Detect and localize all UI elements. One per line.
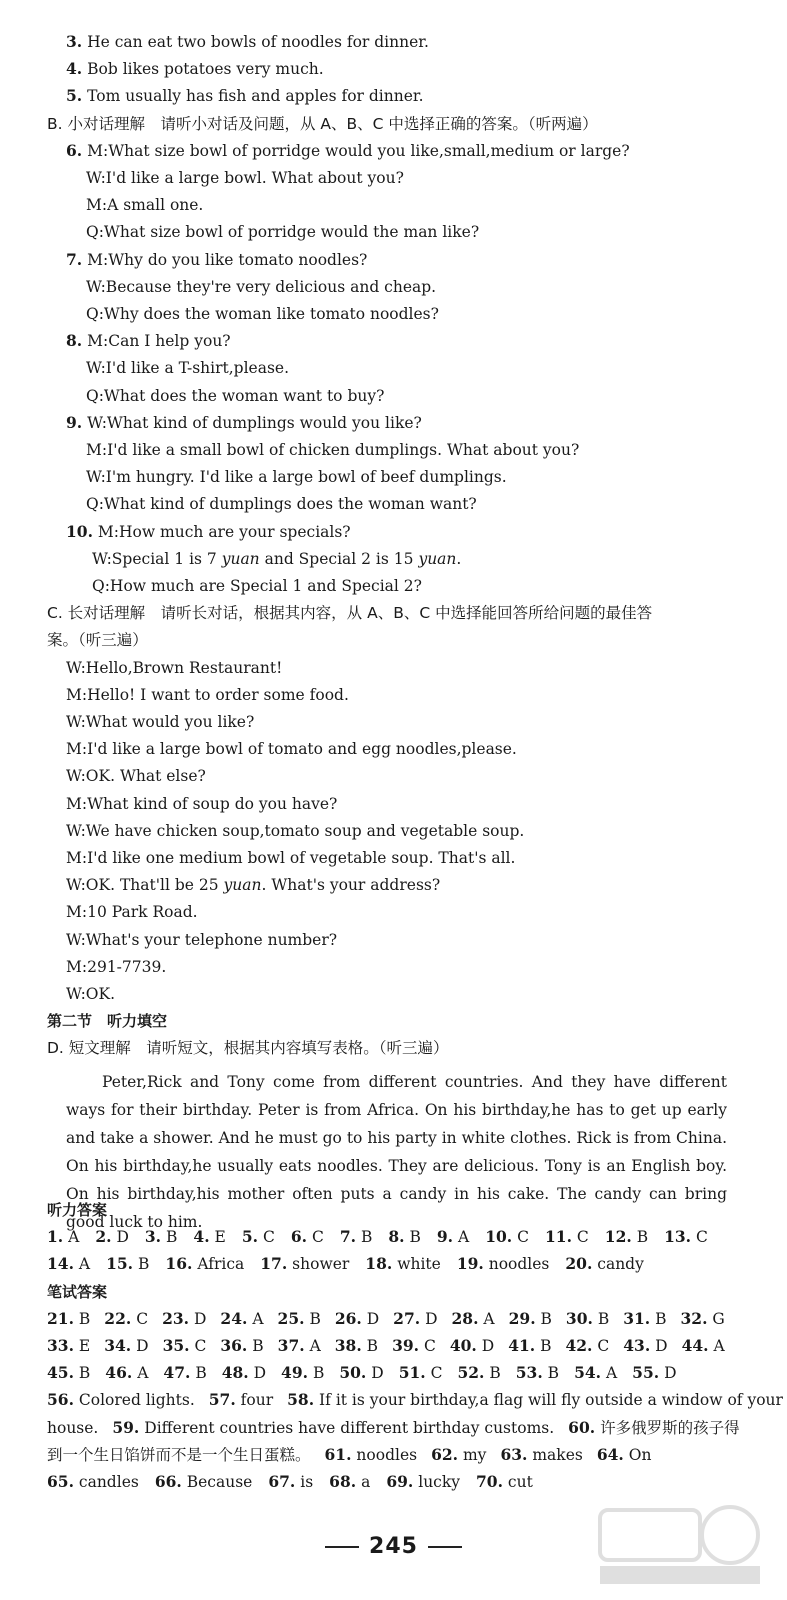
- dialog-text: M:What size bowl of porridge would you like,small,medium or large?: [87, 141, 630, 160]
- answer-value: D: [664, 1364, 677, 1383]
- answer-value: A: [483, 1309, 495, 1328]
- question-number: 3.: [66, 32, 83, 51]
- answer-value: A: [78, 1255, 91, 1274]
- answer-value: Because: [186, 1473, 253, 1491]
- dialog-text: M:Can I help you?: [87, 332, 231, 351]
- answer-number: 28.: [451, 1308, 479, 1328]
- answer-number: 25.: [277, 1308, 305, 1328]
- answer-value: E: [78, 1337, 91, 1355]
- answer-number: 46.: [105, 1363, 133, 1383]
- answer-value: A: [252, 1309, 264, 1328]
- answer-number: 27.: [393, 1308, 421, 1328]
- answer-value: B: [409, 1228, 421, 1247]
- dialog-line: [86, 358, 767, 378]
- answer-number: 57.: [208, 1390, 236, 1410]
- answer-number: 24.: [220, 1308, 248, 1328]
- answer-number: 30.: [565, 1308, 593, 1328]
- dialog-line: [66, 141, 767, 161]
- answer-value: 到一个生日馅饼而不是一个生日蛋糕。: [47, 1445, 311, 1464]
- answer-row: [47, 1227, 767, 1247]
- answer-value: B: [360, 1228, 373, 1247]
- long-dialog-line: [66, 739, 767, 759]
- dialog-text: W:Special 1 is 7 yuan and Special 2 is 15 yuan.: [92, 549, 462, 568]
- answer-row: [47, 1472, 767, 1492]
- answer-number: 45.: [47, 1363, 74, 1383]
- answer-number: 65.: [47, 1472, 74, 1491]
- answer-number: 60.: [568, 1417, 596, 1437]
- question-number: 4.: [66, 59, 83, 79]
- dialog-text: M:Hello! I want to order some food.: [66, 685, 349, 704]
- answer-number: 42.: [565, 1336, 593, 1355]
- dialog-text: W:What's your telephone number?: [66, 930, 338, 949]
- dialog-line: [86, 467, 767, 487]
- answer-number: 20.: [565, 1254, 593, 1274]
- answer-number: 58.: [287, 1390, 315, 1410]
- answer-number: 39.: [392, 1336, 420, 1355]
- long-dialog-line: [66, 984, 767, 1004]
- section-c-heading: C. 长对话理解 请听长对话，根据其内容，从 A、B、C 中选择能回答所给问题的最佳答: [47, 604, 653, 623]
- answer-value: B: [195, 1364, 207, 1383]
- answer-number: 29.: [508, 1308, 536, 1328]
- answer-number: 70.: [476, 1472, 503, 1491]
- answer-value: D: [425, 1309, 438, 1328]
- question-number: 5.: [66, 86, 83, 106]
- answer-value: C: [430, 1364, 443, 1383]
- answer-value: B: [366, 1337, 379, 1355]
- dialog-text: W:OK.: [66, 985, 116, 1003]
- answer-value: B: [312, 1364, 325, 1383]
- answer-number: 34.: [104, 1336, 132, 1355]
- answer-value: B: [78, 1309, 91, 1328]
- dialog-text: W:What kind of dumplings would you like?: [87, 413, 422, 432]
- answer-value: candles: [78, 1473, 139, 1491]
- dialog-text: Q:What kind of dumplings does the woman want?: [86, 495, 477, 514]
- dialog-line: [86, 386, 767, 406]
- answer-value: A: [713, 1337, 725, 1355]
- answer-number: 68.: [329, 1472, 357, 1491]
- section-d-heading: D. 短文理解 请听短文，根据其内容填写表格。（听三遍）: [47, 1039, 449, 1058]
- dialog-text: W:What would you like?: [66, 713, 255, 731]
- answer-value: 许多俄罗斯的孩子得: [600, 1418, 740, 1437]
- answer-value: noodles: [488, 1255, 550, 1274]
- answer-value: a: [361, 1473, 371, 1491]
- answer-number: 53.: [515, 1363, 543, 1383]
- dialog-text: W:I'd like a large bowl. What about you?: [86, 169, 404, 187]
- dialog-text: Q:What size bowl of porridge would the man like?: [86, 223, 480, 242]
- question-line: [66, 59, 767, 79]
- answer-value: candy: [597, 1255, 644, 1274]
- page-number-dash-right: [428, 1546, 462, 1548]
- answer-number: 8.: [388, 1227, 405, 1247]
- dialog-text: M:What kind of soup do you have?: [66, 794, 338, 813]
- answer-value: B: [636, 1228, 649, 1247]
- answer-number: 54.: [574, 1363, 602, 1383]
- dialog-line: [66, 522, 767, 542]
- answer-number: 9.: [436, 1227, 454, 1247]
- answer-value: D: [116, 1228, 129, 1247]
- dialog-text: M:I'd like one medium bowl of vegetable soup. That's all.: [66, 849, 516, 867]
- answer-row: [47, 1336, 767, 1356]
- dialog-text: W:Because they're very delicious and cheap.: [86, 277, 437, 296]
- answer-value: B: [138, 1255, 150, 1274]
- answer-value: D: [136, 1337, 149, 1355]
- dialog-number: 8.: [66, 331, 83, 351]
- long-dialog-line: [66, 794, 767, 814]
- dialog-text: W:OK. That'll be 25 yuan. What's your address?: [66, 876, 441, 895]
- answer-number: 2.: [95, 1227, 112, 1247]
- answer-number: 31.: [623, 1308, 651, 1328]
- answer-value: On: [628, 1445, 652, 1464]
- answer-value: Africa: [197, 1255, 245, 1274]
- answer-number: 22.: [104, 1308, 132, 1328]
- answer-row: [47, 1363, 767, 1383]
- answer-value: makes: [532, 1445, 583, 1464]
- answer-number: 5.: [241, 1227, 259, 1247]
- answer-row: [47, 1254, 767, 1274]
- answer-number: 11.: [545, 1227, 572, 1247]
- answer-number: 23.: [162, 1308, 190, 1328]
- dialog-line: [66, 331, 767, 351]
- answer-row: [47, 1309, 767, 1329]
- question-text: He can eat two bowls of noodles for dinner.: [87, 33, 429, 51]
- answer-value: C: [517, 1228, 529, 1247]
- answer-value: B: [655, 1309, 667, 1328]
- answer-number: 26.: [334, 1308, 362, 1328]
- answer-value: Different countries have different birthday customs.: [144, 1418, 555, 1437]
- answer-number: 56.: [47, 1390, 74, 1410]
- answer-row: [47, 1418, 767, 1438]
- dialog-text: M:A small one.: [86, 196, 204, 215]
- dialog-line: [86, 168, 767, 188]
- answer-row: [47, 1390, 783, 1410]
- answer-number: 43.: [623, 1336, 651, 1355]
- answer-number: 13.: [664, 1227, 692, 1247]
- answer-value: C: [576, 1228, 589, 1247]
- question-line: [66, 86, 767, 106]
- dialog-line: [86, 222, 767, 242]
- answer-value: G: [712, 1309, 725, 1328]
- dialog-line: [86, 494, 767, 514]
- answer-value: cut: [507, 1473, 533, 1491]
- answer-number: 64.: [596, 1444, 624, 1464]
- dialog-text: M:291-7739.: [66, 957, 167, 976]
- long-dialog-line: [66, 875, 767, 895]
- answer-value: A: [68, 1228, 80, 1247]
- answer-number: 1.: [47, 1227, 64, 1247]
- answer-value: lucky: [418, 1473, 461, 1491]
- dialog-number: 10.: [66, 521, 93, 541]
- answer-number: 37.: [277, 1336, 305, 1355]
- dialog-line: [66, 413, 767, 433]
- answer-value: my: [462, 1445, 487, 1464]
- answer-value: noodles: [356, 1445, 418, 1464]
- answer-value: D: [481, 1337, 495, 1355]
- answer-number: 44.: [681, 1336, 709, 1355]
- answer-number: 40.: [449, 1336, 477, 1355]
- answer-value: B: [540, 1337, 552, 1355]
- long-dialog-line: [66, 821, 767, 841]
- dialog-number: 6.: [66, 140, 83, 160]
- long-dialog-line: [66, 766, 767, 786]
- answer-number: 14.: [47, 1254, 74, 1274]
- long-dialog-line: [66, 848, 767, 868]
- answer-value: If it is your birthday,a flag will fly outside a window of your: [319, 1391, 783, 1410]
- answer-value: C: [695, 1228, 708, 1247]
- long-dialog-line: [66, 685, 767, 705]
- listening-answers-title: 听力答案: [47, 1201, 108, 1219]
- answer-value: A: [458, 1228, 470, 1247]
- answer-value: white: [397, 1255, 441, 1274]
- dialog-text: M:Why do you like tomato noodles?: [87, 250, 368, 269]
- answer-number: 62.: [431, 1444, 459, 1464]
- section-c-heading-cont: 案。（听三遍）: [47, 631, 148, 650]
- answer-value: D: [253, 1364, 267, 1383]
- answer-value: house.: [47, 1418, 99, 1437]
- answer-value: C: [194, 1337, 207, 1355]
- watermark-logo: [590, 1500, 770, 1590]
- answer-number: 3.: [144, 1227, 162, 1247]
- answer-number: 18.: [365, 1254, 393, 1274]
- answer-number: 55.: [632, 1363, 660, 1383]
- answer-number: 66.: [154, 1472, 182, 1491]
- answer-value: four: [240, 1391, 274, 1410]
- answer-number: 16.: [165, 1254, 193, 1274]
- page-number-dash-left: [325, 1546, 359, 1548]
- answer-number: 17.: [260, 1254, 288, 1274]
- answer-value: Colored lights.: [78, 1391, 195, 1410]
- answer-number: 61.: [324, 1444, 352, 1464]
- answer-value: D: [371, 1364, 384, 1383]
- answer-number: 32.: [680, 1308, 708, 1328]
- answer-value: B: [540, 1309, 552, 1328]
- answer-value: A: [309, 1337, 321, 1355]
- answer-number: 35.: [162, 1336, 190, 1355]
- answer-value: C: [136, 1309, 149, 1328]
- long-dialog-line: [66, 712, 767, 732]
- dialog-text: W:I'm hungry. I'd like a large bowl of beef dumplings.: [86, 468, 507, 487]
- answer-number: 49.: [281, 1363, 309, 1383]
- section-b-heading: B. 小对话理解 请听小对话及问题，从 A、B、C 中选择正确的答案。（听两遍）: [47, 114, 598, 133]
- long-dialog-line: [66, 930, 767, 950]
- answer-number: 6.: [290, 1227, 308, 1247]
- answer-value: B: [166, 1228, 178, 1247]
- answer-number: 69.: [386, 1472, 414, 1491]
- answer-value: is: [300, 1473, 314, 1491]
- answer-number: 21.: [47, 1308, 74, 1328]
- answer-value: A: [137, 1364, 149, 1383]
- answer-value: B: [309, 1309, 321, 1328]
- dialog-text: Q:Why does the woman like tomato noodles?: [86, 305, 439, 323]
- dialog-text: W:OK. What else?: [66, 767, 206, 786]
- answer-number: 38.: [334, 1336, 362, 1355]
- answer-value: C: [262, 1228, 275, 1247]
- answer-value: D: [366, 1309, 380, 1328]
- dialog-number: 9.: [66, 412, 83, 432]
- answer-value: D: [193, 1309, 207, 1328]
- dialog-number: 7.: [66, 249, 83, 269]
- dialog-line: [86, 195, 767, 215]
- dialog-text: M:I'd like a small bowl of chicken dumplings. What about you?: [86, 441, 580, 459]
- part2-title: 第二节 听力填空: [47, 1012, 168, 1031]
- dialog-line: [66, 250, 767, 270]
- answer-number: 50.: [339, 1363, 367, 1383]
- answer-value: B: [489, 1364, 501, 1383]
- answer-number: 12.: [604, 1227, 632, 1247]
- answer-number: 51.: [398, 1363, 426, 1383]
- answer-number: 48.: [221, 1363, 249, 1383]
- answer-value: B: [597, 1309, 610, 1328]
- answer-number: 10.: [485, 1227, 513, 1247]
- dialog-line: [86, 304, 767, 324]
- dialog-line: [92, 549, 767, 569]
- answer-value: D: [655, 1337, 668, 1355]
- dialog-line: [86, 440, 767, 460]
- answer-value: E: [214, 1228, 226, 1247]
- question-line: [66, 32, 767, 52]
- dialog-text: Q:How much are Special 1 and Special 2?: [92, 577, 422, 595]
- answer-number: 19.: [456, 1254, 484, 1274]
- answer-value: shower: [292, 1255, 350, 1274]
- long-dialog-line: [66, 957, 767, 977]
- dialog-text: M:10 Park Road.: [66, 903, 198, 922]
- dialog-text: M:How much are your specials?: [97, 522, 351, 541]
- dialog-text: Q:What does the woman want to buy?: [86, 386, 385, 405]
- question-text: Tom usually has fish and apples for dinner.: [87, 87, 424, 106]
- answer-value: B: [78, 1364, 91, 1383]
- long-dialog-line: [66, 658, 767, 678]
- answer-value: C: [311, 1228, 324, 1247]
- answer-value: B: [547, 1364, 560, 1383]
- dialog-text: M:I'd like a large bowl of tomato and egg noodles,please.: [66, 740, 517, 759]
- passage-text: Peter,Rick and Tony come from different countries. And they have different ways for their birthday. Peter is from Africa. On his birthday,he has to get up early and take a shower. And he must go to his party in white clothes. Rick is from China. On his birthday,he usually eats noodles. They are delicious. Tony is an English boy. On his birthday,his mother often puts a candy in his cake. The candy can bring good luck to him.: [66, 1072, 727, 1231]
- answer-number: 52.: [457, 1363, 485, 1383]
- answer-row: [47, 1445, 767, 1465]
- question-text: Bob likes potatoes very much.: [87, 60, 324, 79]
- answer-number: 33.: [47, 1336, 74, 1355]
- answer-value: B: [252, 1337, 264, 1355]
- answer-value: C: [423, 1337, 436, 1355]
- dialog-text: W:We have chicken soup,tomato soup and vegetable soup.: [66, 821, 525, 840]
- answer-number: 47.: [163, 1363, 191, 1383]
- written-answers-title: 笔试答案: [47, 1282, 108, 1301]
- answer-number: 63.: [500, 1444, 528, 1464]
- dialog-line: [92, 576, 767, 596]
- answer-number: 4.: [193, 1227, 210, 1247]
- page-number-value: 245: [369, 1534, 418, 1559]
- answer-value: A: [605, 1364, 618, 1383]
- answer-number: 15.: [106, 1254, 134, 1274]
- answer-number: 7.: [339, 1227, 357, 1247]
- dialog-text: W:I'd like a T-shirt,please.: [86, 359, 289, 378]
- answer-number: 59.: [112, 1417, 140, 1437]
- answer-number: 36.: [220, 1336, 248, 1355]
- dialog-line: [86, 277, 767, 297]
- answer-number: 67.: [268, 1472, 296, 1491]
- dialog-text: W:Hello,Brown Restaurant!: [66, 658, 283, 677]
- answer-value: C: [597, 1337, 610, 1355]
- long-dialog-line: [66, 902, 767, 922]
- answer-number: 41.: [508, 1336, 536, 1355]
